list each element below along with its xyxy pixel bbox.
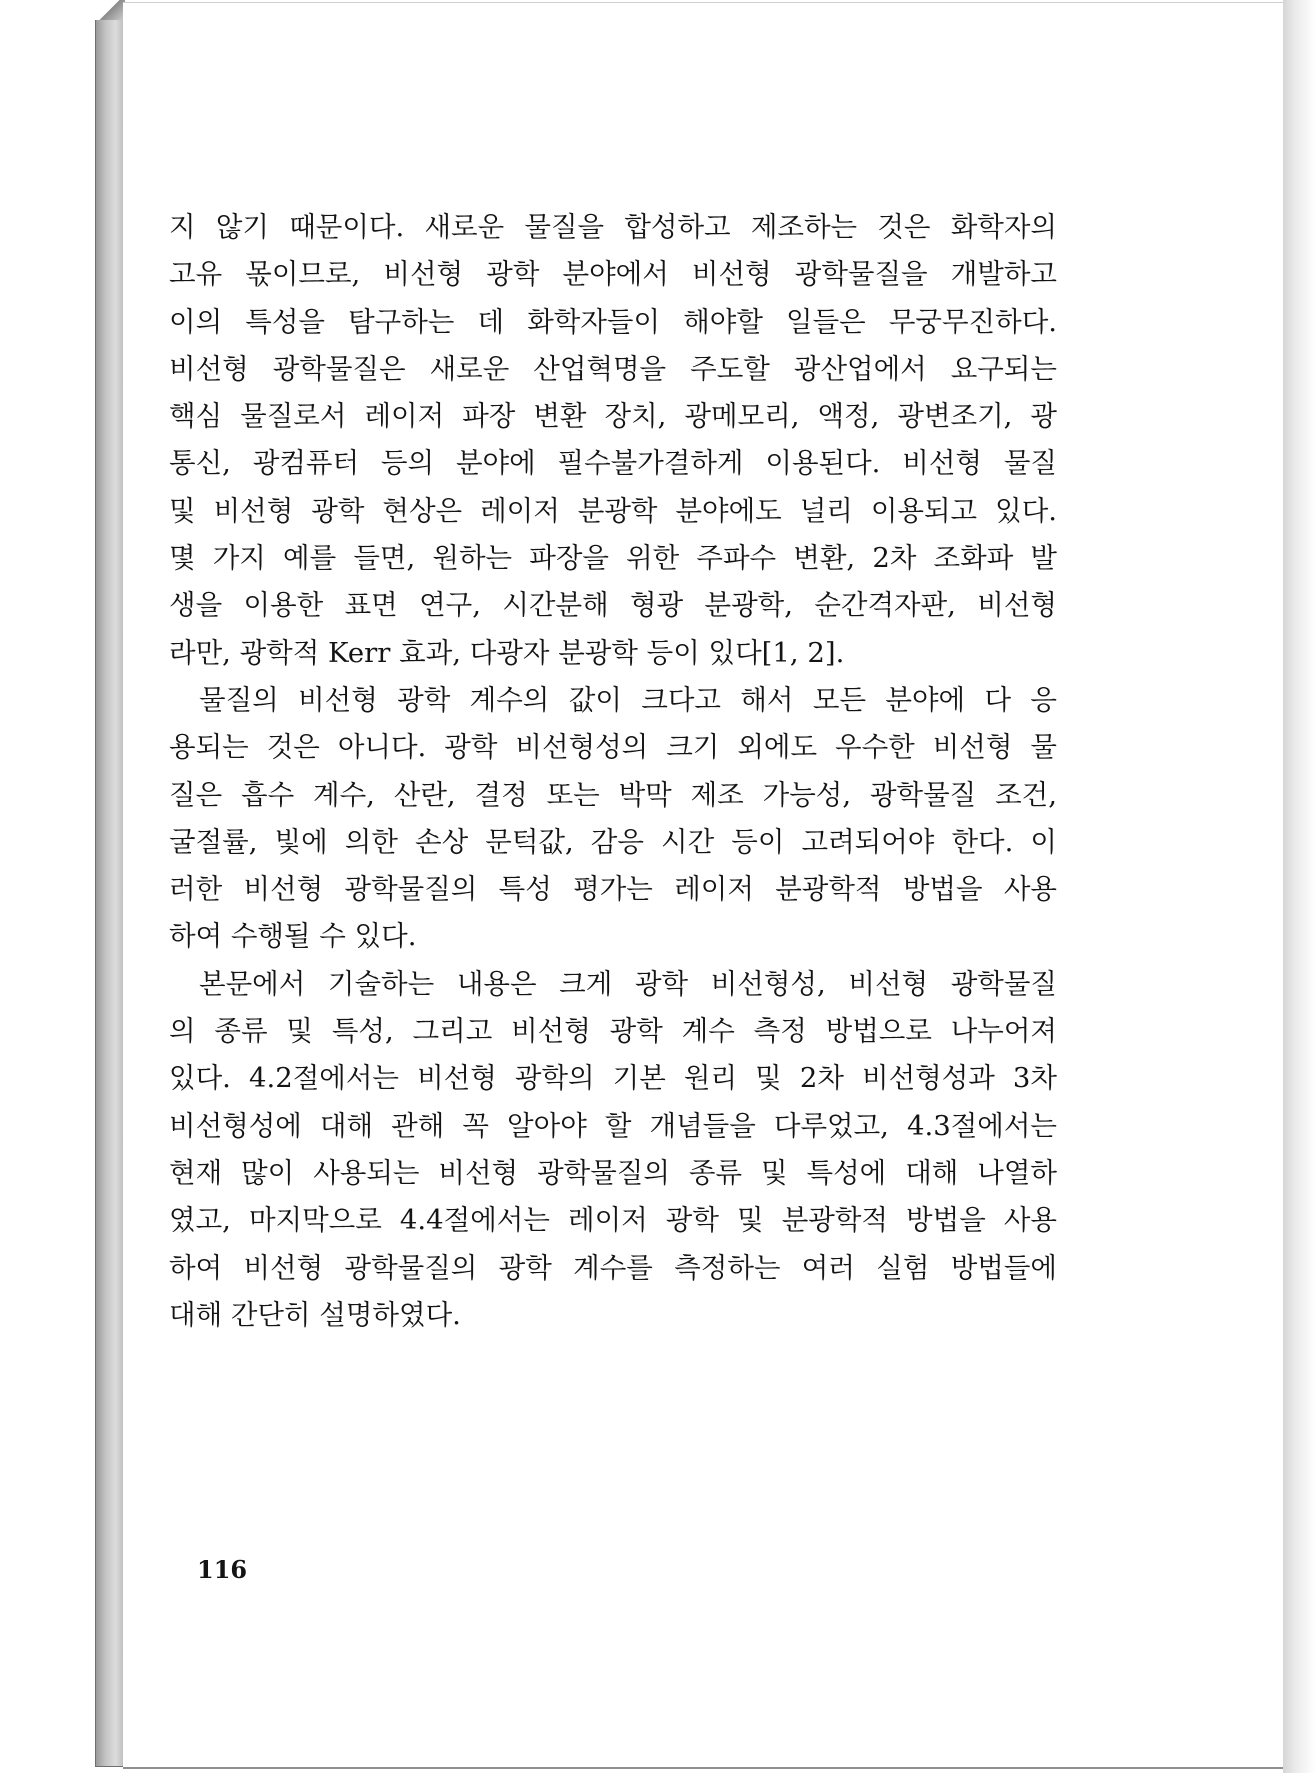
text-line: 핵심 물질로서 레이저 파장 변환 장치, 광메모리, 액정, 광변조기, 광 xyxy=(169,400,1057,433)
text-line: 고유 몫이므로, 비선형 광학 분야에서 비선형 광학물질을 개발하고 xyxy=(169,258,1057,291)
text-line: 하여 수행될 수 있다. xyxy=(169,920,417,953)
page-stack-edge xyxy=(95,2,125,1767)
text-line: 비선형성에 대해 관해 꼭 알아야 할 개념들을 다루었고, 4.3절에서는 xyxy=(169,1109,1057,1142)
text-line: 이의 특성을 탐구하는 데 화학자들이 해야할 일들은 무궁무진하다. xyxy=(169,305,1057,338)
text-line: 였고, 마지막으로 4.4절에서는 레이저 광학 및 분광학적 방법을 사용 xyxy=(169,1204,1057,1237)
body-text xyxy=(169,204,1057,1339)
text-line: 생을 이용한 표면 연구, 시간분해 형광 분광학, 순간격자판, 비선형 xyxy=(169,589,1057,622)
text-line: 러한 비선형 광학물질의 특성 평가는 레이저 분광학적 방법을 사용 xyxy=(169,873,1057,906)
text-line: 라만, 광학적 Kerr 효과, 다광자 분광학 등이 있다[1, 2]. xyxy=(169,636,845,669)
text-line: 의 종류 및 특성, 그리고 비선형 광학 계수 측정 방법으로 나누어져 xyxy=(169,1015,1057,1048)
text-line: 및 비선형 광학 현상은 레이저 분광학 분야에도 널리 이용되고 있다. xyxy=(169,494,1057,527)
text-line: 지 않기 때문이다. 새로운 물질을 합성하고 제조하는 것은 화학자의 xyxy=(169,211,1057,243)
text-line: 비선형 광학물질은 새로운 산업혁명을 주도할 광산업에서 요구되는 xyxy=(169,352,1057,385)
text-line: 있다. 4.2절에서는 비선형 광학의 기본 원리 및 2차 비선형성과 3차 xyxy=(169,1062,1057,1095)
paragraph-1 xyxy=(169,204,1057,677)
text-line: 통신, 광컴퓨터 등의 분야에 필수불가결하게 이용된다. 비선형 물질 xyxy=(169,447,1057,480)
text-line: 현재 많이 사용되는 비선형 광학물질의 종류 및 특성에 대해 나열하 xyxy=(169,1156,1057,1189)
text-line: 몇 가지 예를 들면, 원하는 파장을 위한 주파수 변환, 2차 조화파 발 xyxy=(169,542,1057,575)
page-number: 116 xyxy=(197,1555,248,1584)
page-shadow xyxy=(1283,0,1316,1773)
paragraph-3 xyxy=(169,961,1057,1339)
text-line: 굴절률, 빛에 의한 손상 문턱값, 감응 시간 등이 고려되어야 한다. 이 xyxy=(169,825,1057,858)
page-corner-fold xyxy=(95,0,125,20)
paragraph-2 xyxy=(169,677,1057,961)
text-line: 질은 흡수 계수, 산란, 결정 또는 박막 제조 가능성, 광학물질 조건, xyxy=(169,778,1057,811)
text-line: 용되는 것은 아니다. 광학 비선형성의 크기 외에도 우수한 비선형 물 xyxy=(169,731,1057,764)
text-line: 대해 간단히 설명하였다. xyxy=(169,1298,461,1331)
text-line: 물질의 비선형 광학 계수의 값이 크다고 해서 모든 분야에 다 응 xyxy=(199,683,1057,716)
text-line: 하여 비선형 광학물질의 광학 계수를 측정하는 여러 실험 방법들에 xyxy=(169,1251,1057,1284)
text-line: 본문에서 기술하는 내용은 크게 광학 비선형성, 비선형 광학물질 xyxy=(199,967,1057,1000)
